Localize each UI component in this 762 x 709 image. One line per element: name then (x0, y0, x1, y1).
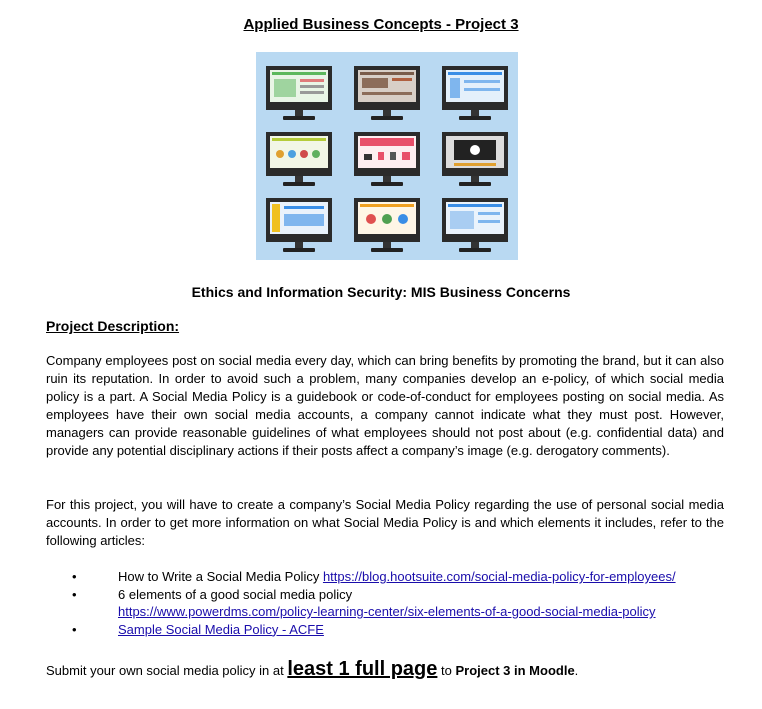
monitor-icon (266, 132, 334, 188)
submit-middle: to (437, 663, 456, 678)
submit-destination: Project 3 in Moodle (455, 663, 575, 678)
list-item (46, 568, 726, 586)
hootsuite-link[interactable]: https://blog.hootsuite.com/social-media-policy-for-employees/ (322, 569, 676, 584)
monitor-icon (354, 198, 422, 254)
monitors-illustration (256, 52, 518, 260)
monitor-icon (442, 66, 510, 122)
list-item (46, 586, 726, 621)
submission-instructions (46, 658, 578, 681)
list-item (46, 621, 726, 639)
paragraph-1: Company employees post on social media every day, which can bring benefits by promoting the brand, but it can also ruin its reputation. In order to avoid such a problem, many companies develop an e-policy, of which social media policy is a part. A Social Media Policy is a guidebook or code-of-conduct for employees posting on social media. As employees have their own social media accounts, a company cannot indicate what they must post. However, managers can provide reasonable guidelines of what employees should not post about (e.g. confidential data) and provide any potential disciplinary actions if their posts affect a company’s image (e.g. derogatory comments). (46, 353, 724, 458)
monitor-icon (354, 66, 422, 122)
paragraph-2: For this project, you will have to create a company’s Social Media Policy regarding the use of personal social media accounts. In order to get more information on what Social Media Policy is and which elements it includes, refer to the following articles: (46, 497, 724, 548)
bullet-icon: • (72, 569, 77, 584)
section-heading: Project Description: (46, 318, 180, 334)
monitor-icon (266, 198, 334, 254)
article-list (46, 568, 726, 638)
list-item-text: 6 elements of a good social media policy (118, 586, 353, 602)
document-subtitle: Ethics and Information Security: MIS Business Concerns (191, 284, 571, 300)
bullet-icon: • (72, 621, 77, 637)
list-item-text: How to Write a Social Media Policy (118, 569, 323, 584)
powerdms-link[interactable]: https://www.powerdms.com/policy-learning-center/six-elements-of-a-good-social-media-policy (118, 604, 656, 619)
submit-prefix: Submit your own social media policy in at (46, 663, 288, 678)
monitor-icon (442, 198, 510, 254)
submit-length-emphasis: least 1 full page (287, 658, 438, 680)
monitor-icon (354, 132, 422, 188)
submit-suffix: . (574, 663, 579, 678)
acfe-sample-link[interactable]: Sample Social Media Policy - ACFE (118, 621, 324, 637)
monitor-icon (266, 66, 334, 122)
monitor-icon (442, 132, 510, 188)
bullet-icon: • (72, 586, 77, 602)
document-title: Applied Business Concepts - Project 3 (243, 16, 519, 33)
